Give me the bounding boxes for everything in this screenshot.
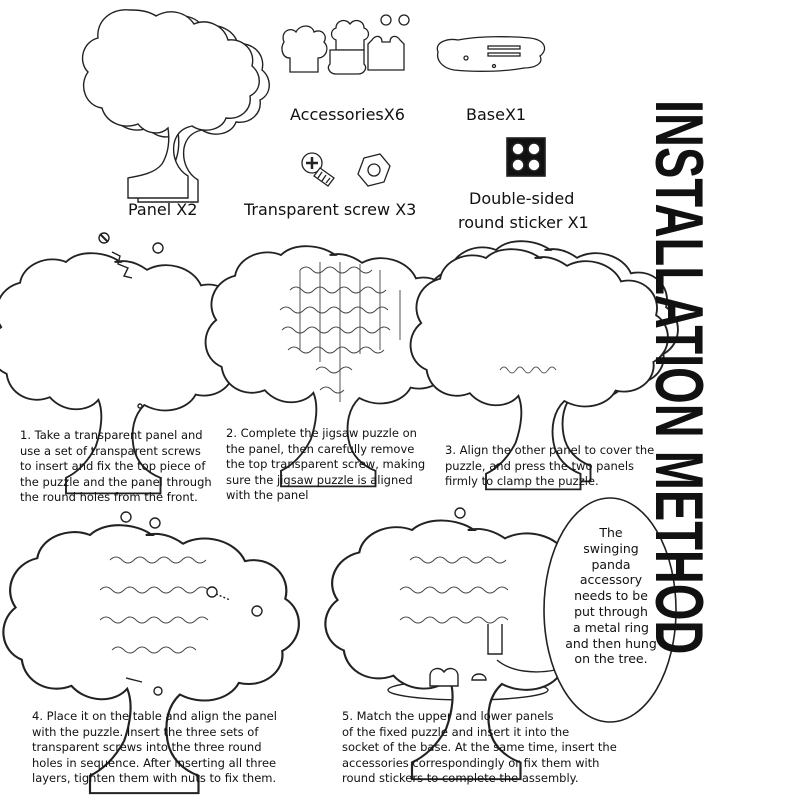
step-5-text bbox=[342, 709, 617, 787]
step-line: layers, tighten them with nuts to fix them. bbox=[32, 771, 277, 785]
note-line: needs to be bbox=[574, 588, 648, 604]
note-line: put through bbox=[574, 603, 648, 619]
step-4-text bbox=[32, 709, 277, 787]
panel-illustration bbox=[83, 10, 270, 202]
sticker-illustration bbox=[507, 138, 545, 176]
note-line: The bbox=[599, 525, 623, 540]
note-line: a metal ring bbox=[573, 619, 649, 635]
screw-illustration bbox=[302, 153, 390, 186]
note-line: on the tree. bbox=[574, 651, 648, 667]
step-line: 3. Align the other panel to cover the bbox=[445, 443, 655, 457]
step-line: with the puzzle. Insert the three sets of bbox=[32, 724, 259, 739]
step-3-text bbox=[445, 443, 654, 490]
screw-label: Transparent screw X3 bbox=[244, 200, 417, 219]
step-line: the panel, then carefully remove bbox=[226, 441, 415, 456]
step-line: the top transparent screw, making bbox=[226, 457, 426, 471]
accessories-label: AccessoriesX6 bbox=[290, 105, 405, 124]
step-line: of the fixed puzzle and insert it into the bbox=[342, 724, 570, 739]
step-line: the puzzle and the panel through bbox=[20, 474, 212, 489]
step-2-text bbox=[226, 426, 425, 504]
step-line: to insert and fix the top piece of bbox=[20, 459, 206, 473]
panel-label: Panel X2 bbox=[128, 200, 198, 219]
step-line: the round holes from the front. bbox=[20, 490, 198, 504]
step-line: 5. Match the upper and lower panels bbox=[342, 709, 554, 723]
page-title: INSTALLATION METHOD bbox=[641, 100, 719, 655]
note-line: panda bbox=[591, 556, 631, 572]
step-line: sure the jigsaw puzzle is aligned bbox=[226, 472, 413, 487]
step-line: transparent screws into the three round bbox=[32, 740, 262, 754]
sticker-label-line1: Double-sided bbox=[469, 189, 575, 208]
accessories-illustration bbox=[282, 15, 409, 74]
base-illustration bbox=[437, 37, 544, 72]
base-label: BaseX1 bbox=[466, 105, 527, 124]
note-text bbox=[546, 525, 676, 667]
sticker-label-line2: round sticker X1 bbox=[458, 213, 589, 232]
step-line: 2. Complete the jigsaw puzzle on bbox=[226, 426, 417, 440]
step-line: socket of the base. At the same time, insert the bbox=[342, 740, 617, 754]
step-line: accessories correspondingly or fix them with bbox=[342, 755, 600, 770]
step-line: 4. Place it on the table and align the panel bbox=[32, 709, 277, 723]
note-line: accessory bbox=[579, 572, 643, 588]
step-line: puzzle, and press the two panels bbox=[445, 458, 635, 473]
step-line: with the panel bbox=[226, 488, 309, 502]
note-line: and then hung bbox=[565, 635, 657, 651]
step-line: round stickers to complete the assembly. bbox=[342, 771, 579, 785]
step-line: use a set of transparent screws bbox=[20, 443, 201, 458]
step-line: firmly to clamp the puzzle. bbox=[445, 474, 599, 488]
step-1-text bbox=[20, 428, 212, 506]
step-line: 1. Take a transparent panel and bbox=[20, 428, 203, 442]
note-line: swinging bbox=[583, 540, 639, 556]
step-line: holes in sequence. After inserting all three bbox=[32, 755, 277, 770]
